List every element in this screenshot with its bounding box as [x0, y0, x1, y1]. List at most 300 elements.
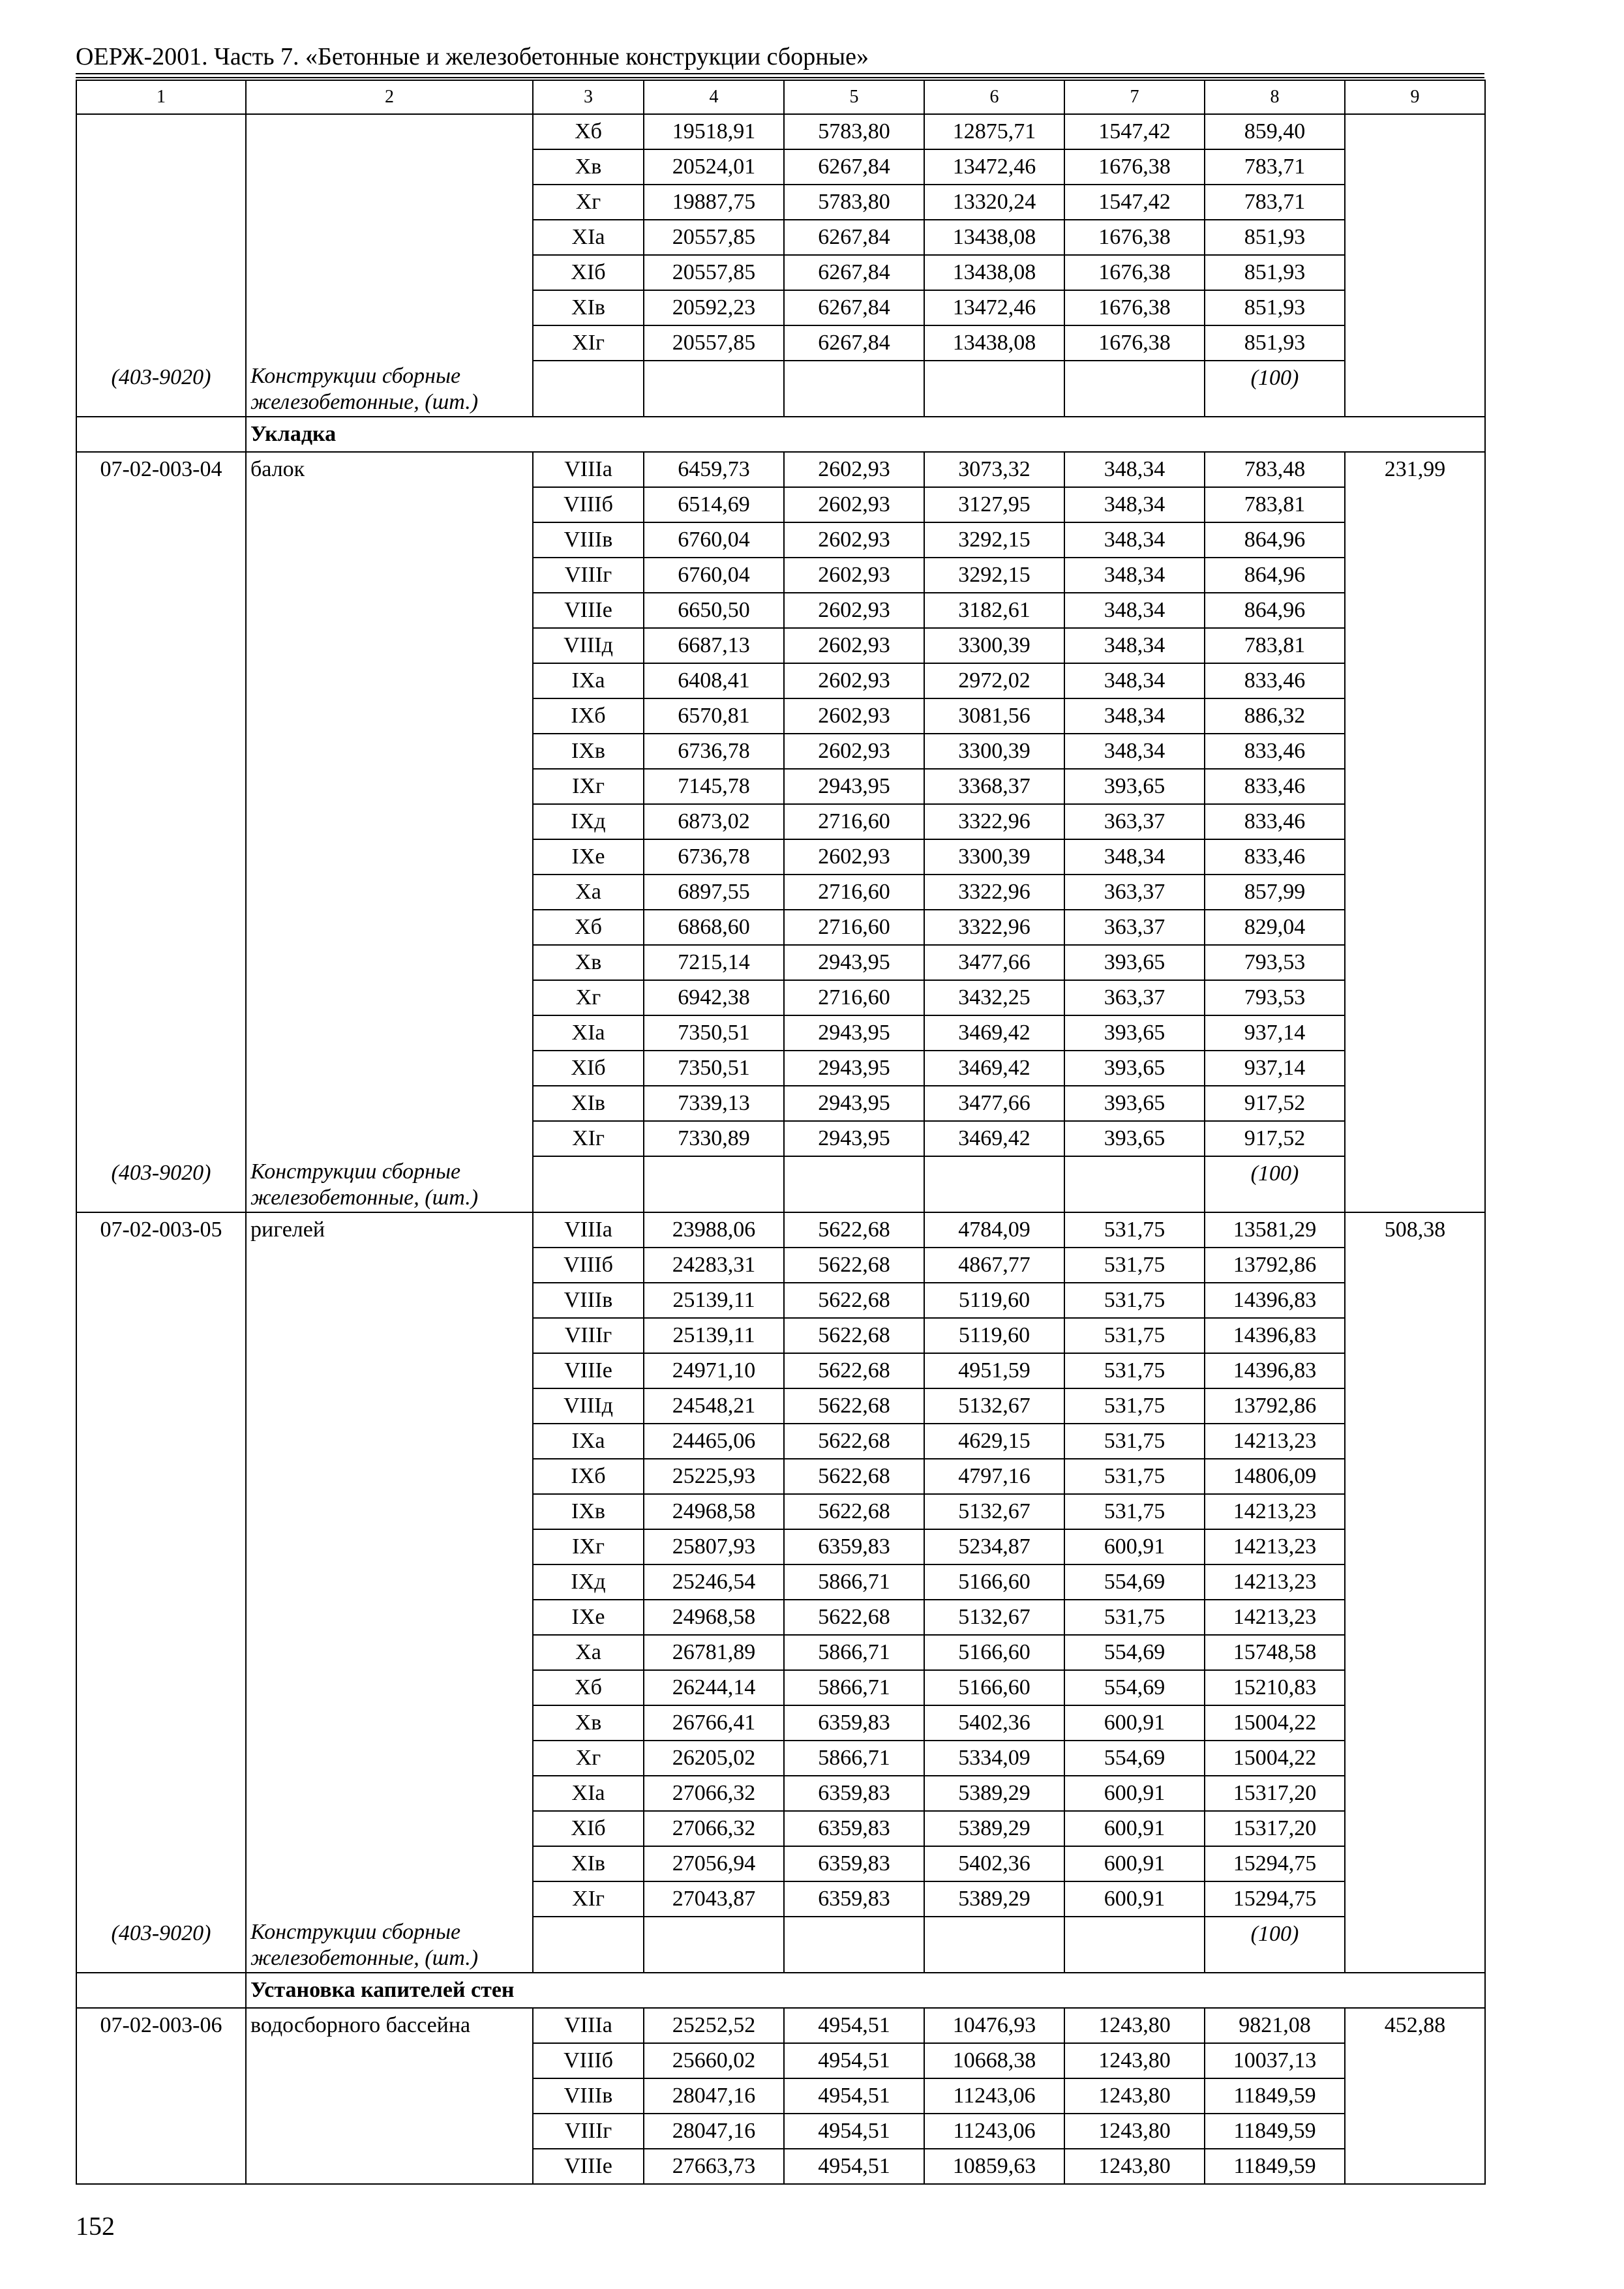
norm-name: [246, 1881, 533, 1917]
zone-cell: IXв: [533, 734, 644, 769]
norm-name: [246, 1600, 533, 1635]
value-cell: 6514,69: [644, 487, 784, 522]
value-cell: 24548,21: [644, 1388, 784, 1424]
table-row: [76, 1529, 1485, 1564]
norm-name: [246, 593, 533, 628]
value-cell: 6760,04: [644, 522, 784, 558]
value-cell: 5234,87: [924, 1529, 1064, 1564]
value-cell: 6408,41: [644, 663, 784, 698]
value-cell: 833,46: [1205, 839, 1345, 875]
norm-code: [76, 220, 246, 255]
value-cell: 851,93: [1205, 255, 1345, 290]
zone-cell: Xв: [533, 149, 644, 185]
value-cell: 24283,31: [644, 1248, 784, 1283]
value-cell: 531,75: [1064, 1353, 1205, 1388]
value-cell: 859,40: [1205, 114, 1345, 149]
value-cell: 15294,75: [1205, 1846, 1345, 1881]
zone-cell: XIг: [533, 1121, 644, 1156]
value-cell: 6359,83: [784, 1846, 924, 1881]
value-cell: 600,91: [1064, 1881, 1205, 1917]
value-cell: 1676,38: [1064, 255, 1205, 290]
table-row: [76, 663, 1485, 698]
value-cell: 886,32: [1205, 698, 1345, 734]
value-cell: 783,81: [1205, 487, 1345, 522]
col9-cell: [1345, 185, 1485, 220]
norm-code: [76, 663, 246, 698]
value-cell: 348,34: [1064, 558, 1205, 593]
norm-code: [76, 1529, 246, 1564]
section-title: Укладка: [246, 417, 1485, 452]
table-row: [76, 1086, 1485, 1121]
value-cell: 1676,38: [1064, 149, 1205, 185]
value-cell: 14213,23: [1205, 1494, 1345, 1529]
norm-code: [76, 1564, 246, 1600]
value-cell: 833,46: [1205, 663, 1345, 698]
column-number: 7: [1064, 80, 1205, 114]
zone-cell: VIIIб: [533, 1248, 644, 1283]
column-number: 1: [76, 80, 246, 114]
norm-name: [246, 1121, 533, 1156]
section-row: [76, 417, 1485, 452]
value-cell: 4867,77: [924, 1248, 1064, 1283]
value-cell: 531,75: [1064, 1459, 1205, 1494]
value-cell: 13472,46: [924, 290, 1064, 325]
norm-code: [76, 149, 246, 185]
norm-code: [76, 910, 246, 945]
value-cell: 5166,60: [924, 1564, 1064, 1600]
norm-name: [246, 663, 533, 698]
norm-code: [76, 1741, 246, 1776]
norm-code: [76, 945, 246, 980]
value-cell: 7350,51: [644, 1051, 784, 1086]
col9-cell: [1345, 839, 1485, 875]
col9-cell: [1345, 1564, 1485, 1600]
norm-code: [76, 2114, 246, 2149]
value-cell: 531,75: [1064, 1283, 1205, 1318]
value-cell: 20524,01: [644, 149, 784, 185]
value-cell: 10037,13: [1205, 2043, 1345, 2078]
table-row: [76, 452, 1485, 487]
table-row: [76, 1015, 1485, 1051]
value-cell: 917,52: [1205, 1086, 1345, 1121]
resource-percent: (100): [1205, 361, 1345, 417]
norm-code: [76, 185, 246, 220]
norm-code: [76, 2078, 246, 2114]
zone-cell: VIIIв: [533, 522, 644, 558]
zone-cell: VIIIд: [533, 1388, 644, 1424]
zone-cell: VIIIе: [533, 593, 644, 628]
zone-cell: IXв: [533, 1494, 644, 1529]
value-cell: 1547,42: [1064, 114, 1205, 149]
value-cell: 3300,39: [924, 839, 1064, 875]
table-row: [76, 1353, 1485, 1388]
zone-cell: Xг: [533, 185, 644, 220]
value-cell: 833,46: [1205, 734, 1345, 769]
norm-code: [76, 522, 246, 558]
zone-cell: IXд: [533, 1564, 644, 1600]
table-row: [76, 255, 1485, 290]
norm-name: [246, 149, 533, 185]
value-cell: 5622,68: [784, 1424, 924, 1459]
value-cell: 5402,36: [924, 1846, 1064, 1881]
value-cell: 6942,38: [644, 980, 784, 1015]
table-row: [76, 2114, 1485, 2149]
resource-code: (403-9020): [76, 361, 246, 417]
zone-cell: Xг: [533, 980, 644, 1015]
col9-cell: [1345, 2043, 1485, 2078]
value-cell: 783,71: [1205, 149, 1345, 185]
value-cell: 19887,75: [644, 185, 784, 220]
zone-cell: XIв: [533, 1846, 644, 1881]
col9-cell: [1345, 1283, 1485, 1318]
table-row: [76, 1635, 1485, 1670]
table-row: [76, 1318, 1485, 1353]
table-row: [76, 769, 1485, 804]
col9-cell: [1345, 628, 1485, 663]
empty-cell: [784, 1156, 924, 1212]
value-cell: 20592,23: [644, 290, 784, 325]
norm-name: водосборного бассейна: [246, 2008, 533, 2043]
resource-percent: (100): [1205, 1917, 1345, 1973]
value-cell: 2602,93: [784, 839, 924, 875]
zone-cell: VIIIг: [533, 558, 644, 593]
norm-code: [76, 1881, 246, 1917]
norm-code: [76, 1283, 246, 1318]
value-cell: 14213,23: [1205, 1600, 1345, 1635]
value-cell: 2602,93: [784, 558, 924, 593]
zone-cell: Xб: [533, 910, 644, 945]
value-cell: 531,75: [1064, 1424, 1205, 1459]
zone-cell: XIб: [533, 1811, 644, 1846]
value-cell: 11243,06: [924, 2078, 1064, 2114]
resource-name: Конструкции сборные железобетонные, (шт.): [246, 1917, 533, 1973]
norm-code: [76, 1494, 246, 1529]
norm-name: [246, 980, 533, 1015]
norm-code: [76, 1248, 246, 1283]
page-number: 152: [76, 2211, 115, 2241]
col9-cell: [1345, 220, 1485, 255]
value-cell: 14396,83: [1205, 1353, 1345, 1388]
value-cell: 2716,60: [784, 804, 924, 839]
table-row: [76, 1283, 1485, 1318]
value-cell: 9821,08: [1205, 2008, 1345, 2043]
zone-cell: VIIIв: [533, 1283, 644, 1318]
norm-code: [76, 1635, 246, 1670]
zone-cell: VIIIг: [533, 1318, 644, 1353]
norm-name: [246, 2078, 533, 2114]
value-cell: 14396,83: [1205, 1318, 1345, 1353]
value-cell: 2972,02: [924, 663, 1064, 698]
empty-cell: [644, 1156, 784, 1212]
table-row: [76, 1121, 1485, 1156]
value-cell: 6687,13: [644, 628, 784, 663]
section-title: Установка капителей стен: [246, 1973, 1485, 2008]
col9-cell: [1345, 1086, 1485, 1121]
norm-code: [76, 804, 246, 839]
col9-cell: [1345, 1529, 1485, 1564]
value-cell: 20557,85: [644, 325, 784, 361]
value-cell: 6868,60: [644, 910, 784, 945]
value-cell: 2602,93: [784, 487, 924, 522]
norm-code: [76, 1424, 246, 1459]
value-cell: 5622,68: [784, 1388, 924, 1424]
value-cell: 1676,38: [1064, 220, 1205, 255]
zone-cell: VIIIг: [533, 2114, 644, 2149]
value-cell: 363,37: [1064, 980, 1205, 1015]
value-cell: 1243,80: [1064, 2149, 1205, 2184]
value-cell: 531,75: [1064, 1318, 1205, 1353]
norm-name: балок: [246, 452, 533, 487]
empty-cell: [924, 1917, 1064, 1973]
value-cell: 348,34: [1064, 628, 1205, 663]
col9-cell: [1345, 1881, 1485, 1917]
col9-cell: [1345, 769, 1485, 804]
value-cell: 14213,23: [1205, 1564, 1345, 1600]
empty-cell: [784, 1917, 924, 1973]
value-cell: 4784,09: [924, 1212, 1064, 1248]
value-cell: 4954,51: [784, 2043, 924, 2078]
zone-cell: XIг: [533, 1881, 644, 1917]
value-cell: 348,34: [1064, 839, 1205, 875]
resource-name: Конструкции сборные железобетонные, (шт.): [246, 1156, 533, 1212]
norm-name: [246, 1283, 533, 1318]
value-cell: 4797,16: [924, 1459, 1064, 1494]
value-cell: 3300,39: [924, 628, 1064, 663]
value-cell: 5132,67: [924, 1388, 1064, 1424]
value-cell: 2602,93: [784, 452, 924, 487]
empty-cell: [533, 1156, 644, 1212]
value-cell: 26766,41: [644, 1705, 784, 1741]
norm-name: [246, 1459, 533, 1494]
norm-name: ригелей: [246, 1212, 533, 1248]
value-cell: 10859,63: [924, 2149, 1064, 2184]
value-cell: 393,65: [1064, 1015, 1205, 1051]
col9-cell: [1345, 325, 1485, 361]
value-cell: 13438,08: [924, 325, 1064, 361]
value-cell: 829,04: [1205, 910, 1345, 945]
norm-code: [76, 1015, 246, 1051]
empty-cell: [924, 361, 1064, 417]
value-cell: 554,69: [1064, 1564, 1205, 1600]
zone-cell: VIIIе: [533, 2149, 644, 2184]
zone-cell: VIIIа: [533, 1212, 644, 1248]
value-cell: 5866,71: [784, 1670, 924, 1705]
col9-cell: [1345, 522, 1485, 558]
empty-cell: [533, 1917, 644, 1973]
value-cell: 6873,02: [644, 804, 784, 839]
col9-cell: [1345, 2149, 1485, 2184]
table-row: [76, 734, 1485, 769]
value-cell: 28047,16: [644, 2078, 784, 2114]
norm-code: 07-02-003-06: [76, 2008, 246, 2043]
norm-code: [76, 558, 246, 593]
value-cell: 24968,58: [644, 1600, 784, 1635]
col9-cell: [1345, 1635, 1485, 1670]
value-cell: 393,65: [1064, 1086, 1205, 1121]
zone-cell: IXа: [533, 663, 644, 698]
value-cell: 1243,80: [1064, 2043, 1205, 2078]
value-cell: 3322,96: [924, 875, 1064, 910]
value-cell: 7330,89: [644, 1121, 784, 1156]
value-cell: 600,91: [1064, 1705, 1205, 1741]
norm-code: [76, 1600, 246, 1635]
zone-cell: XIа: [533, 1015, 644, 1051]
value-cell: 26781,89: [644, 1635, 784, 1670]
value-cell: 5119,60: [924, 1318, 1064, 1353]
table-row: [76, 698, 1485, 734]
value-cell: 5622,68: [784, 1318, 924, 1353]
col9-cell: [1345, 875, 1485, 910]
empty-cell: [533, 361, 644, 417]
zone-cell: XIг: [533, 325, 644, 361]
value-cell: 2943,95: [784, 1015, 924, 1051]
value-cell: 3073,32: [924, 452, 1064, 487]
table-row: [76, 980, 1485, 1015]
zone-cell: VIIIв: [533, 2078, 644, 2114]
value-cell: 393,65: [1064, 945, 1205, 980]
column-number: 6: [924, 80, 1064, 114]
value-cell: 3292,15: [924, 558, 1064, 593]
value-cell: 25246,54: [644, 1564, 784, 1600]
value-cell: 15317,20: [1205, 1811, 1345, 1846]
value-cell: 25807,93: [644, 1529, 784, 1564]
value-cell: 6267,84: [784, 149, 924, 185]
col9-cell: [1345, 1015, 1485, 1051]
value-cell: 6359,83: [784, 1881, 924, 1917]
value-cell: 793,53: [1205, 980, 1345, 1015]
value-cell: 2943,95: [784, 769, 924, 804]
value-cell: 7350,51: [644, 1015, 784, 1051]
value-cell: 783,48: [1205, 452, 1345, 487]
table-row: [76, 945, 1485, 980]
value-cell: 393,65: [1064, 1121, 1205, 1156]
value-cell: 10476,93: [924, 2008, 1064, 2043]
table-row: [76, 325, 1485, 361]
value-cell: 2602,93: [784, 698, 924, 734]
value-cell: 13438,08: [924, 255, 1064, 290]
zone-cell: Xа: [533, 875, 644, 910]
resource-code: (403-9020): [76, 1156, 246, 1212]
value-cell: 5334,09: [924, 1741, 1064, 1776]
value-cell: 25660,02: [644, 2043, 784, 2078]
table-row: [76, 1494, 1485, 1529]
value-cell: 6359,83: [784, 1811, 924, 1846]
value-cell: 25139,11: [644, 1283, 784, 1318]
col9-cell: [1345, 1051, 1485, 1086]
value-cell: 531,75: [1064, 1248, 1205, 1283]
value-cell: 864,96: [1205, 593, 1345, 628]
norm-name: [246, 325, 533, 361]
norm-code: [76, 734, 246, 769]
norm-name: [246, 2149, 533, 2184]
col9-cell: [1345, 804, 1485, 839]
column-number: 3: [533, 80, 644, 114]
value-cell: 4954,51: [784, 2149, 924, 2184]
value-cell: 554,69: [1064, 1670, 1205, 1705]
value-cell: 1676,38: [1064, 325, 1205, 361]
zone-cell: Xв: [533, 1705, 644, 1741]
norm-code: [76, 2149, 246, 2184]
zone-cell: XIа: [533, 220, 644, 255]
value-cell: 4629,15: [924, 1424, 1064, 1459]
table-row: [76, 1564, 1485, 1600]
value-cell: 6267,84: [784, 220, 924, 255]
resource-row: [76, 1156, 1485, 1212]
header-rule: [76, 77, 1484, 78]
resource-percent: (100): [1205, 1156, 1345, 1212]
value-cell: 6650,50: [644, 593, 784, 628]
norm-name: [246, 910, 533, 945]
value-cell: 864,96: [1205, 558, 1345, 593]
table-row: [76, 290, 1485, 325]
empty-cell: [1345, 1156, 1485, 1212]
norm-name: [246, 1318, 533, 1353]
col9-cell: 231,99: [1345, 452, 1485, 487]
norm-name: [246, 875, 533, 910]
value-cell: 11849,59: [1205, 2114, 1345, 2149]
value-cell: 4951,59: [924, 1353, 1064, 1388]
table-row: [76, 1424, 1485, 1459]
value-cell: 5866,71: [784, 1635, 924, 1670]
empty-cell: [1064, 361, 1205, 417]
col9-cell: [1345, 1741, 1485, 1776]
value-cell: 5866,71: [784, 1741, 924, 1776]
norm-code: [76, 1121, 246, 1156]
norm-name: [246, 1811, 533, 1846]
col9-cell: [1345, 1494, 1485, 1529]
value-cell: 3300,39: [924, 734, 1064, 769]
zone-cell: XIб: [533, 255, 644, 290]
value-cell: 5783,80: [784, 185, 924, 220]
column-number: 4: [644, 80, 784, 114]
value-cell: 2716,60: [784, 875, 924, 910]
value-cell: 600,91: [1064, 1811, 1205, 1846]
norm-code: [76, 2043, 246, 2078]
norm-code: 07-02-003-04: [76, 452, 246, 487]
value-cell: 5166,60: [924, 1635, 1064, 1670]
col9-cell: [1345, 255, 1485, 290]
value-cell: 11849,59: [1205, 2149, 1345, 2184]
norm-name: [246, 804, 533, 839]
table-row: [76, 1881, 1485, 1917]
col9-cell: [1345, 1318, 1485, 1353]
zone-cell: IXб: [533, 1459, 644, 1494]
value-cell: 917,52: [1205, 1121, 1345, 1156]
value-cell: 7145,78: [644, 769, 784, 804]
norm-name: [246, 1388, 533, 1424]
value-cell: 5622,68: [784, 1459, 924, 1494]
table-row: [76, 487, 1485, 522]
col9-cell: [1345, 1846, 1485, 1881]
norm-name: [246, 1741, 533, 1776]
empty-cell: [76, 1973, 246, 2008]
norm-name: [246, 1705, 533, 1741]
norm-code: [76, 1811, 246, 1846]
empty-cell: [924, 1156, 1064, 1212]
value-cell: 363,37: [1064, 910, 1205, 945]
value-cell: 600,91: [1064, 1776, 1205, 1811]
zone-cell: Xб: [533, 1670, 644, 1705]
norm-code: [76, 1086, 246, 1121]
value-cell: 531,75: [1064, 1600, 1205, 1635]
value-cell: 15004,22: [1205, 1741, 1345, 1776]
zone-cell: IXа: [533, 1424, 644, 1459]
value-cell: 11849,59: [1205, 2078, 1345, 2114]
col9-cell: [1345, 114, 1485, 149]
col9-cell: [1345, 1459, 1485, 1494]
value-cell: 6267,84: [784, 255, 924, 290]
col9-cell: 508,38: [1345, 1212, 1485, 1248]
